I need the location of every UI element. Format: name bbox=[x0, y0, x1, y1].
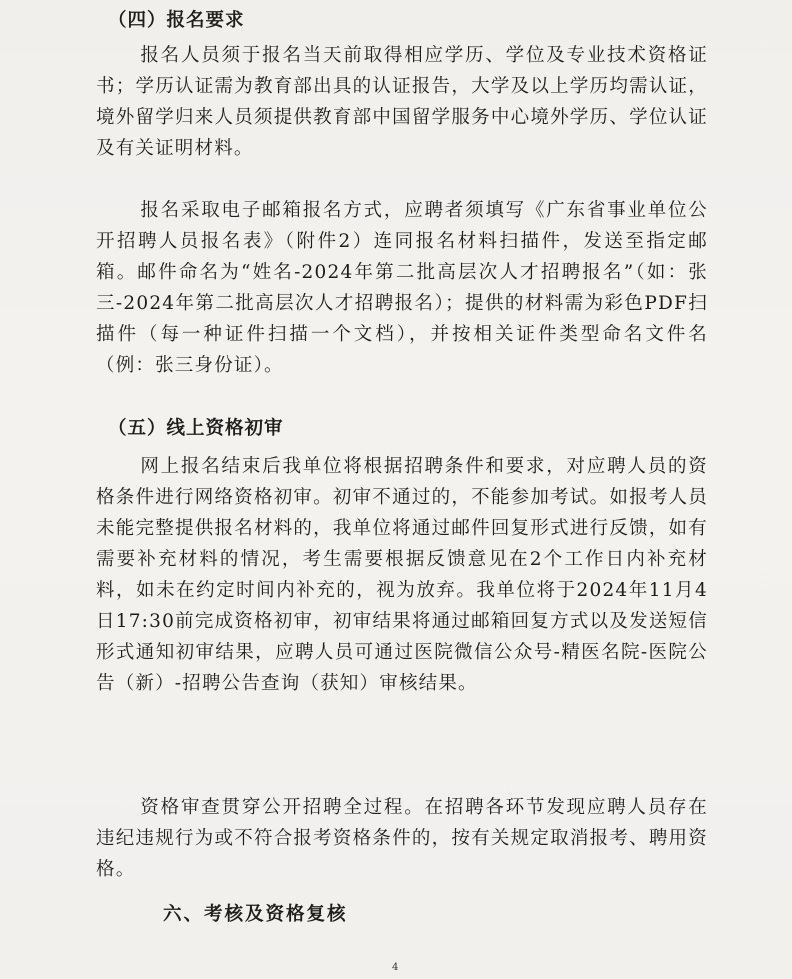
paragraph-preliminary-review-process: 网上报名结束后我单位将根据招聘条件和要求，对应聘人员的资格条件进行网络资格初审。初审不通过的，不能参加考试。如报考人员未能完整提供报名材料的，我单位将通过邮件回复形式进行反馈，如有需要补充材料的情况，考生需要根据反馈意见在2个工作日内补充材料，如未在约定时间内补充的，视为放弃。我单位将于2024年11月4日17:30前完成资格初审，初审结果将通过邮箱回复方式以及发送短信形式通知初审结果，应聘人员可通过医院微信公众号-精医名院-医院公告（新）-招聘公告查询（获知）审核结果。 bbox=[96, 456, 708, 694]
paragraph-email-registration: 报名采取电子邮箱报名方式，应聘者须填写《广东省事业单位公开招聘人员报名表》（附件2）连同报名材料扫描件，发送至指定邮箱。邮件命名为“姓名-2024年第二批高层次人才招聘报名”（如：张三-2024年第二批高层次人才招聘报名）；提供的材料需为彩色PDF扫描件（每一种证件扫描一个文档），并按相关证件类型命名文件名（例：张三身份证）。 bbox=[96, 200, 708, 376]
page-number: 4 bbox=[392, 962, 399, 973]
paragraph-qualification-check-throughout: 资格审查贯穿公开招聘全过程。在招聘各环节发现应聘人员存在违纪违规行为或不符合报考资格条件的，按有关规定取消报考、聘用资格。 bbox=[96, 797, 708, 880]
section-heading-assessment-and-recheck: 六、考核及资格复核 bbox=[163, 904, 348, 925]
heading-registration-requirements: （四）报名要求 bbox=[108, 10, 245, 31]
heading-online-preliminary-review: （五）线上资格初审 bbox=[108, 418, 284, 439]
paragraph-qualification-certificates: 报名人员须于报名当天前取得相应学历、学位及专业技术资格证书；学历认证需为教育部出具的认证报告，大学及以上学历均需认证，境外留学归来人员须提供教育部中国留学服务中心境外学历、学位认证及有关证明材料。 bbox=[96, 45, 708, 159]
